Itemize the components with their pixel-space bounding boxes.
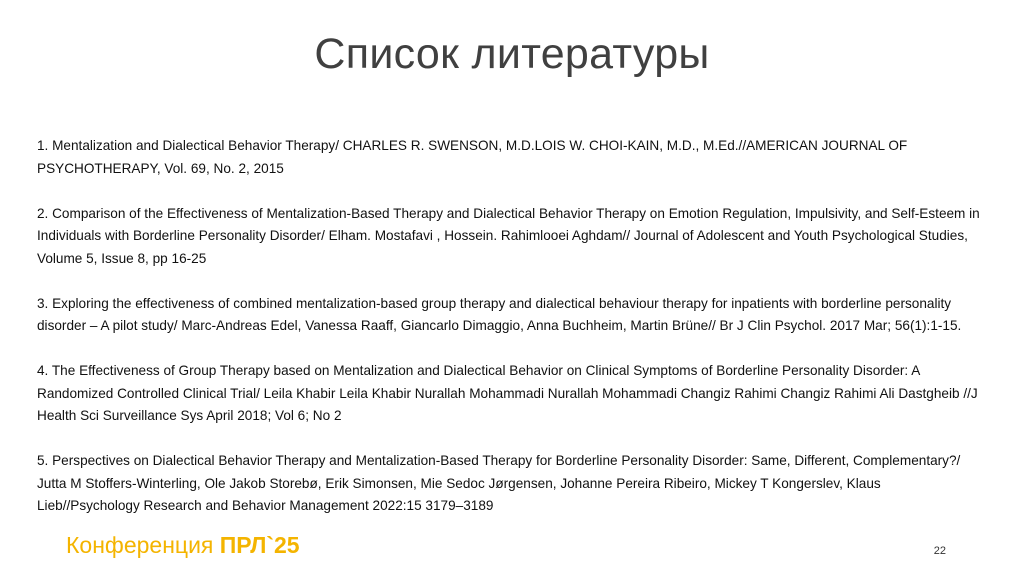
conference-logo (66, 532, 300, 559)
reference-item: 1. Mentalization and Dialectical Behavior Therapy/ CHARLES R. SWENSON, M.D.LOIS W. CHOI-KAIN, M.D., M.Ed.//AMERICAN JOURNAL OF PSYCHOTHERAPY, Vol. 69, No. 2, 2015 (37, 138, 908, 176)
logo-conference-text: Конференция (66, 532, 220, 558)
reference-item: 5. Perspectives on Dialectical Behavior Therapy and Mentalization-Based Therapy for Borderline Personality Disorder: Same, Different, Complementary?/ Jutta M Stoffers-Winterling, Ole Jakob Storebø, Erik Simonsen, Mie Sedoc Jørgensen, Johanne Pereira Ribeiro, Mickey T Kongerslev, Klaus Lieb//Psychology Research and Behavior Management 2022:15 3179–3189 (37, 453, 961, 513)
reference-item: 3. Exploring the effectiveness of combined mentalization-based group therapy and dialectical behaviour therapy for inpatients with borderline personality disorder – A pilot study/ Marc-Andreas Edel, Vanessa Raaff, Giancarlo Dimaggio, Anna Buchheim, Martin Brüne// Br J Clin Psychol. 2017 Mar; 56(1):1-15. (37, 295, 962, 333)
reference-list (37, 135, 987, 540)
slide-title: Список литературы (314, 30, 710, 78)
reference-item: 2. Comparison of the Effectiveness of Mentalization-Based Therapy and Dialectical Behavior Therapy on Emotion Regulation, Impulsivity, and Self-Esteem in Individuals with Borderline Personality Disorder/ Elham. Mostafavi , Hossein. Rahimlooei Aghdam// Journal of Adolescent and Youth Psychological Studies, Volume 5, Issue 8, pp 16-25 (37, 205, 980, 266)
logo-brand-text: ПРЛ`25 (219, 532, 300, 558)
reference-item: 4. The Effectiveness of Group Therapy based on Mentalization and Dialectical Behavior on Clinical Symptoms of Borderline Personality Disorder: A Randomized Controlled Clinical Trial/ Leila Khabir Leila Khabir Nurallah Mohammadi Nurallah Mohammadi Changiz Rahimi Changiz Rahimi Ali Dastgheib //J Health Sci Surveillance Sys April 2018; Vol 6; No 2 (37, 363, 978, 423)
page-number: 22 (933, 545, 946, 557)
